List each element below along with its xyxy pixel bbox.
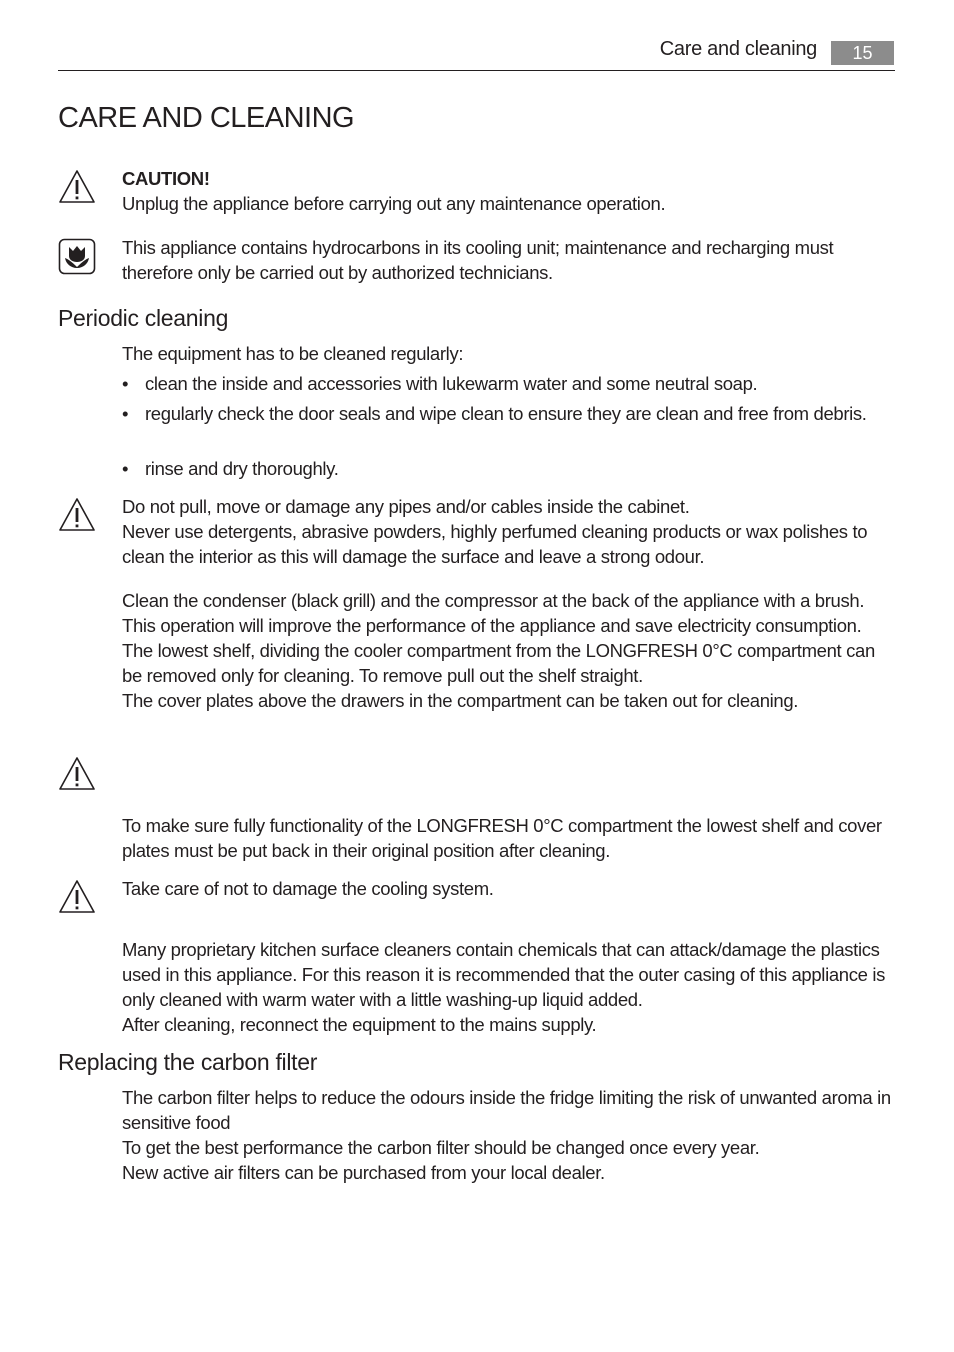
periodic-cleaning-intro: The equipment has to be cleaned regularly: (122, 343, 464, 364)
condenser-paragraph (122, 588, 897, 713)
bullet-dot: • (122, 373, 129, 394)
condenser-line: Clean the condenser (black grill) and the compressor at the back of the appliance with a brush. This operation will improve the performance of the appliance and save electricity consumption. (122, 590, 865, 636)
page-title: CARE AND CLEANING (58, 102, 355, 134)
caution-heading: CAUTION! (122, 168, 210, 189)
reconnect-line: After cleaning, reconnect the equipment to the mains supply. (122, 1014, 597, 1035)
bullet-dot: • (122, 458, 129, 479)
caution-block (122, 166, 897, 216)
list-item-text: regularly check the door seals and wipe clean to ensure they are clean and free from debris. (145, 403, 867, 424)
list-item-text: rinse and dry thoroughly. (145, 458, 339, 479)
warning-triangle-icon (58, 879, 96, 914)
cooling-system-warning: Take care of not to damage the cooling system. (122, 878, 494, 899)
carbon-filter-heading: Replacing the carbon filter (58, 1049, 318, 1075)
periodic-cleaning-heading: Periodic cleaning (58, 305, 229, 331)
warning-triangle-icon (58, 497, 96, 532)
cleaners-paragraph (122, 937, 897, 1037)
detergents-warning-line: Never use detergents, abrasive powders, highly perfumed cleaning products or wax polishes to clean the interior as this will damage the surface and leave a strong odour. (122, 521, 868, 567)
cleaners-line: Many proprietary kitchen surface cleaners contain chemicals that can attack/damage the plastics used in this appliance. For this reason it is recommended that the outer casing of this appliance is only cleaned with warm water with a little washing-up liquid added. (122, 939, 885, 1010)
caution-text: Unplug the appliance before carrying out any maintenance operation. (122, 193, 666, 214)
header-rule (58, 70, 895, 71)
carbon-filter-paragraph (122, 1085, 897, 1185)
carbon-filter-line: To get the best performance the carbon filter should be changed once every year. (122, 1137, 760, 1158)
carbon-filter-line: New active air filters can be purchased from your local dealer. (122, 1162, 605, 1183)
lowest-shelf-line: The lowest shelf, dividing the cooler compartment from the LONGFRESH 0°C compartment can be removed only for cleaning. To remove pull out the shelf straight. (122, 640, 875, 686)
hydrocarbons-note: This appliance contains hydrocarbons in its cooling unit; maintenance and recharging must therefore only be carried out by authorized technicians. (122, 237, 834, 283)
warning-triangle-icon (58, 756, 96, 791)
cover-plates-line: The cover plates above the drawers in the compartment can be taken out for cleaning. (122, 690, 799, 711)
pipes-warning (122, 494, 897, 569)
environment-flower-icon (58, 238, 96, 275)
list-item-text: clean the inside and accessories with lukewarm water and some neutral soap. (145, 373, 758, 394)
bullet-dot: • (122, 403, 129, 424)
carbon-filter-line: The carbon filter helps to reduce the odours inside the fridge limiting the risk of unwanted aroma in sensitive food (122, 1087, 891, 1133)
warning-triangle-icon (58, 169, 96, 204)
pipes-warning-line: Do not pull, move or damage any pipes and/or cables inside the cabinet. (122, 496, 690, 517)
page-number: 15 (831, 41, 894, 65)
longfresh-note: To make sure fully functionality of the LONGFRESH 0°C compartment the lowest shelf and cover plates must be put back in their original position after cleaning. (122, 815, 882, 861)
running-header: Care and cleaning (659, 38, 817, 60)
